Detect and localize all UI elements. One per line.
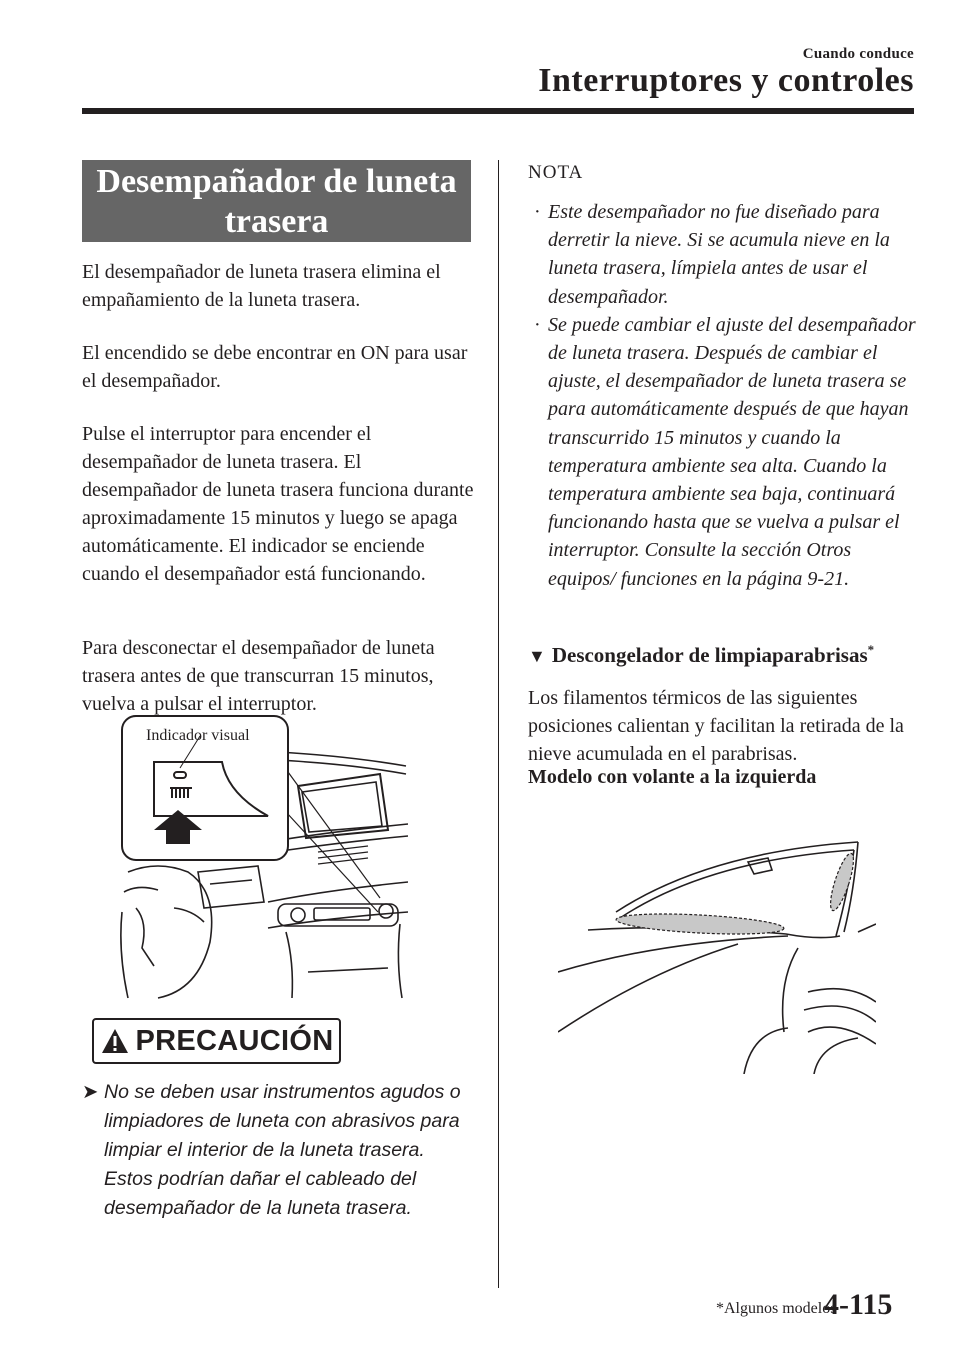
bullet-icon: · <box>534 201 541 223</box>
page-header-title: Interruptores y controles <box>538 62 914 99</box>
model-label: Modelo con volante a la izquierda <box>528 766 817 788</box>
bullet-icon: · <box>534 313 541 336</box>
caution-title: PRECAUCIÓN <box>135 1024 334 1057</box>
triangle-down-icon: ▼ <box>528 646 546 666</box>
section-title-line-2: trasera <box>224 203 329 240</box>
subsection-title: Descongelador de limpiaparabrisas <box>551 643 868 667</box>
paragraph-4: Para desconectar el desempañador de luneta trasera antes de que transcurran 15 minutos, vuelva a pulsar el interruptor. <box>82 637 435 715</box>
header-rule <box>82 108 914 114</box>
caution-box <box>92 1018 341 1064</box>
windshield-illustration <box>558 832 876 1074</box>
section-title-line-1: Desempañador de luneta <box>96 163 457 200</box>
paragraph-3: Pulse el interruptor para encender el desempañador de luneta trasera. El desempañador de luneta trasera funciona durante aproximadamente 15 minutos y luego se apaga automáticamente. El indicador se enciende cuando el desempañador está funcionando. <box>82 423 474 585</box>
chapter-label: Cuando conduce <box>802 46 914 62</box>
note-list <box>528 198 918 593</box>
subsection-heading <box>528 642 874 668</box>
column-divider <box>498 160 499 1288</box>
note-item <box>528 311 918 593</box>
dashboard-illustration <box>118 712 408 1000</box>
note-item-text: Se puede cambiar el ajuste del desempañador de luneta trasera. Después de cambiar el ajuste, el desempañador de luneta trasera se para automáticamente después de que hayan transcurrido 15 minutos y cuando la temperatura ambiente sea alta. Cuando la temperatura ambiente sea baja, continuará funcionando hasta que se vuelva a pulsar el interruptor. Consulte la sección Otros equipos/ funciones en la página 9-21. <box>548 313 916 590</box>
paragraph-2: El encendido se debe encontrar en ON para usar el desempañador. <box>82 342 468 392</box>
warning-triangle-icon <box>100 1027 130 1055</box>
some-models-marker: * <box>867 642 875 657</box>
note-item-text: Este desempañador no fue diseñado para derretir la nieve. Si se acumula nieve en la luneta trasera, límpiela antes de usar el desempañador. <box>548 201 890 308</box>
subsection-body: Los filamentos térmicos de las siguientes posiciones calientan y facilitan la retirada de la nieve acumulada en el parabrisas. <box>528 687 904 765</box>
note-heading: NOTA <box>528 162 584 183</box>
paragraph-1: El desempañador de luneta trasera elimina el empañamiento de la luneta trasera. <box>82 261 441 311</box>
arrow-right-icon: ➤ <box>82 1081 99 1103</box>
footnote: *Algunos modelos <box>716 1300 837 1317</box>
page-number: 4-115 <box>824 1288 893 1321</box>
section-title <box>82 160 471 242</box>
visual-indicator-label: Indicador visual <box>146 727 250 744</box>
caution-item-text: No se deben usar instrumentos agudos o limpiadores de luneta con abrasivos para limpiar el interior de la luneta trasera. Estos podrían dañar el cableado del desempañador de la luneta trasera. <box>104 1081 461 1219</box>
note-item <box>528 198 918 311</box>
caution-item <box>82 1078 474 1223</box>
